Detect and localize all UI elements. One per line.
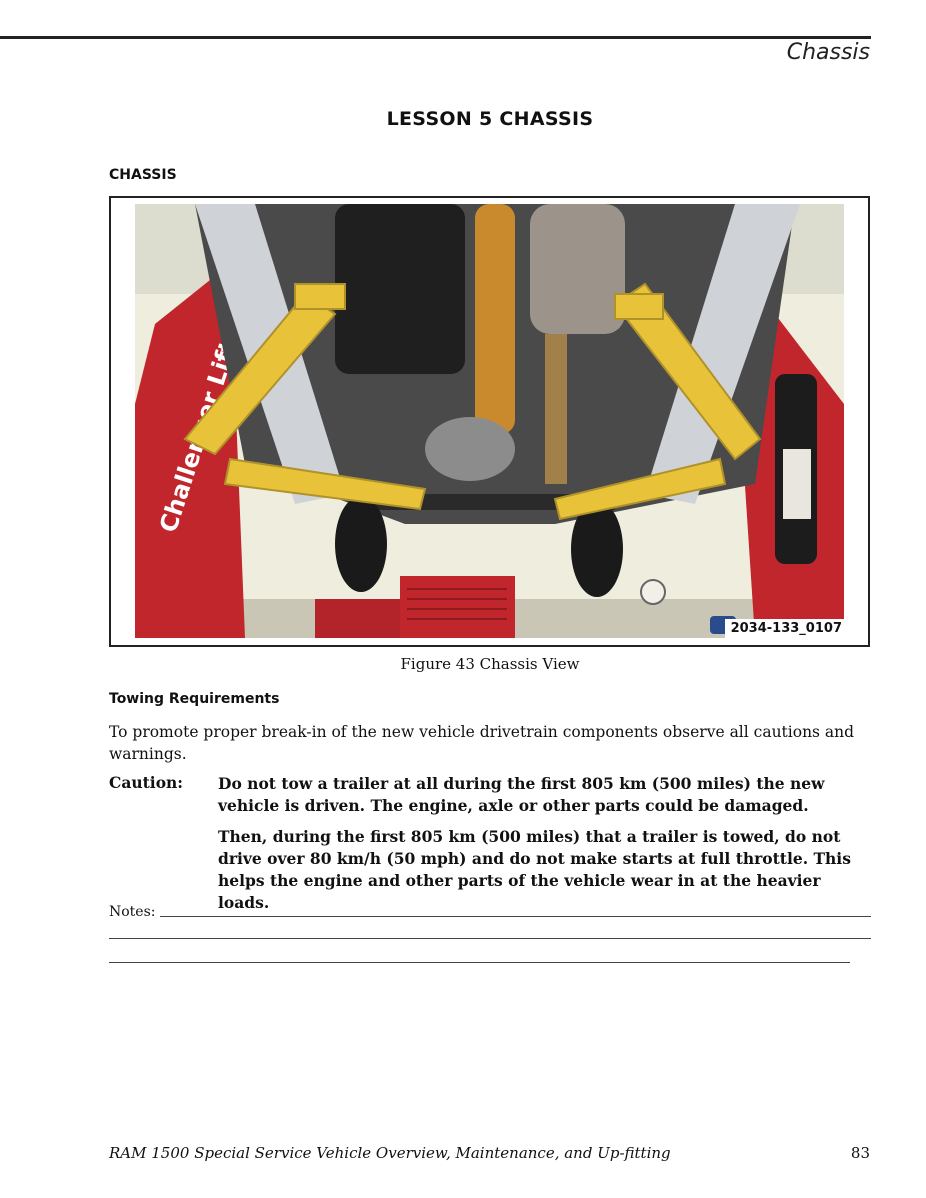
top-rule bbox=[0, 36, 871, 39]
notes-line bbox=[109, 902, 871, 920]
tire-left bbox=[335, 496, 387, 592]
figure-id-label: 2034-133_0107 bbox=[725, 619, 848, 638]
caution-paragraph-2: Then, during the first 805 km (500 miles) that a trailer is towed, do not drive over 80 km/h (50 mph) and do not make starts at full throttle. This helps the engine and other parts of the vehicle wear in at the heavier loads. bbox=[218, 827, 851, 912]
figure-caption: Figure 43 Chassis View bbox=[400, 655, 580, 673]
caution-label: Caution: bbox=[109, 773, 184, 792]
lesson-title: LESSON 5 CHASSIS bbox=[386, 108, 594, 130]
tool-chest-left bbox=[315, 599, 400, 638]
lift-brand-text: Challenger bbox=[154, 388, 226, 536]
caution-paragraph-1: Do not tow a trailer at all during the first 805 km (500 miles) the new vehicle is driven. The engine, axle or other parts could be damaged. bbox=[218, 774, 825, 815]
tool-chest-right bbox=[400, 576, 515, 638]
footer-book-title: RAM 1500 Special Service Vehicle Overview, Maintenance, and Up-fitting bbox=[109, 1144, 671, 1162]
muffler bbox=[530, 204, 625, 334]
towing-intro: To promote proper break-in of the new vehicle drivetrain components observe all cautions and warnings. bbox=[109, 723, 855, 763]
fuel-tank bbox=[335, 204, 465, 374]
driveshaft bbox=[475, 204, 515, 434]
notes-label: Notes: bbox=[109, 904, 156, 920]
notes-blank-1 bbox=[160, 902, 872, 917]
towing-heading: Towing Requirements bbox=[109, 691, 280, 707]
transfer-case bbox=[425, 417, 515, 481]
figure-frame bbox=[109, 196, 870, 647]
footer-page-number: 83 bbox=[850, 1144, 870, 1162]
section-heading: CHASSIS bbox=[109, 167, 177, 183]
notes-blank-2 bbox=[109, 938, 871, 939]
running-head: Chassis bbox=[786, 40, 870, 65]
chassis-photo bbox=[135, 204, 844, 638]
notes-blank-3 bbox=[109, 962, 850, 963]
